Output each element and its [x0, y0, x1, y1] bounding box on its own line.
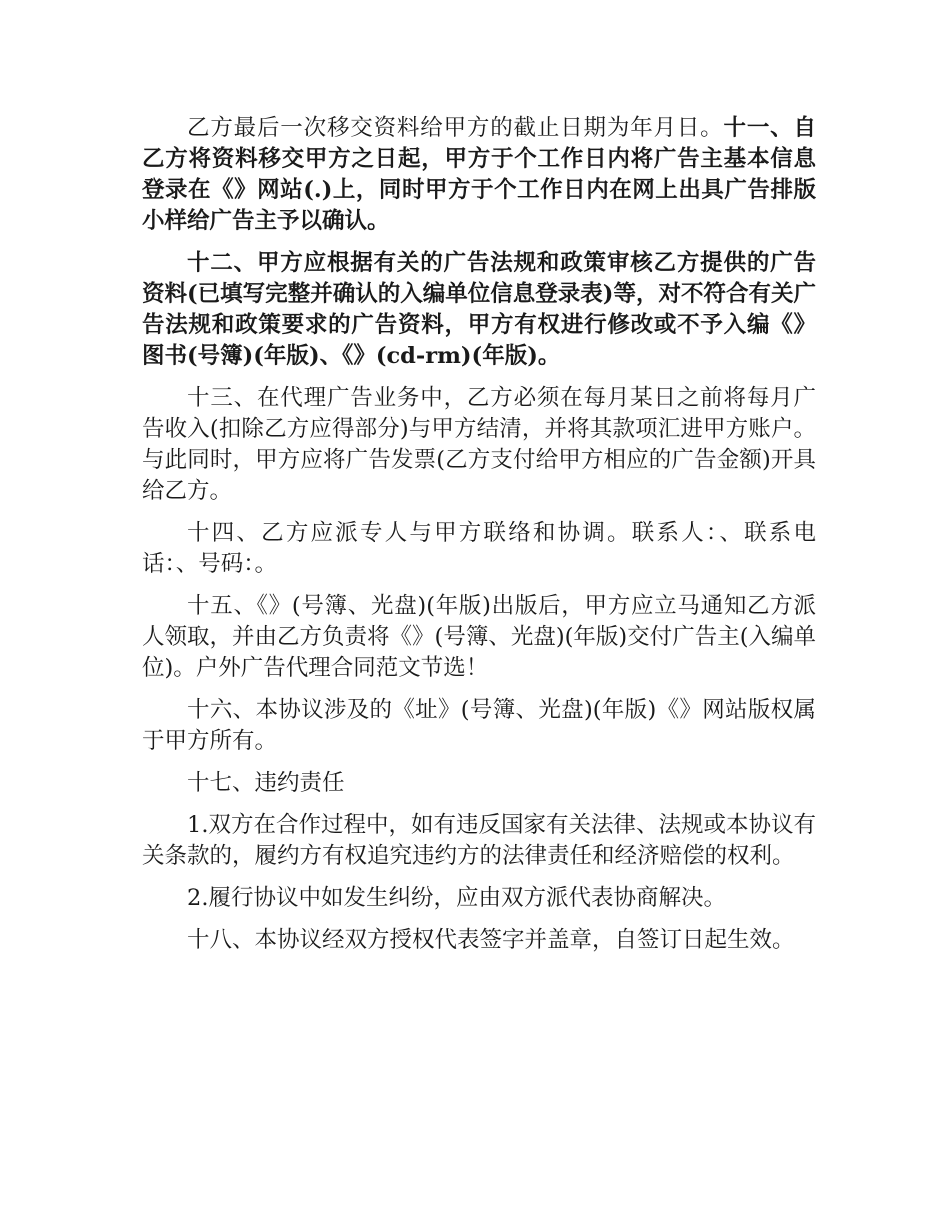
paragraph-18 [142, 925, 816, 956]
paragraph-17-heading [142, 768, 816, 799]
paragraph-text-bold: 十二、甲方应根据有关的广告法规和政策审核乙方提供的广告资料(已填写完整并确认的入编单位信息登录表)等，对不符合有关广告法规和政策要求的广告资料，甲方有权进行修改或不予入编《》图书(号簿)(年版)、《》(cd-rm)(年版)。 [142, 250, 816, 369]
document-page [142, 113, 816, 967]
paragraph-text-bold: 十一、自乙方将资料移交甲方之日起，甲方于个工作日内将广告主基本信息登录在《》网站(.)上，同时甲方于个工作日内在网上出具广告排版小样给广告主予以确认。 [142, 115, 816, 234]
paragraph-14 [142, 518, 816, 580]
paragraph-17-item-2 [142, 883, 816, 914]
paragraph-16 [142, 695, 816, 757]
paragraph-text: 十七、违约责任 [187, 770, 345, 796]
paragraph-text: 1.双方在合作过程中，如有违反国家有关法律、法规或本协议有关条款的，履约方有权追究违约方的法律责任和经济赔偿的权利。 [142, 812, 816, 869]
paragraph-11 [142, 113, 816, 237]
paragraph-text: 十四、乙方应派专人与甲方联络和协调。联系人：、联系电话：、号码：。 [142, 520, 816, 577]
paragraph-13 [142, 383, 816, 507]
paragraph-text: 2.履行协议中如发生纠纷，应由双方派代表协商解决。 [187, 885, 726, 911]
paragraph-text: 十三、在代理广告业务中，乙方必须在每月某日之前将每月广告收入(扣除乙方应得部分)与甲方结清，并将其款项汇进甲方账户。与此同时，甲方应将广告发票(乙方支付给甲方相应的广告金额)开具给乙方。 [142, 385, 816, 504]
paragraph-text: 乙方最后一次移交资料给甲方的截止日期为年月日。 [187, 115, 724, 141]
paragraph-15 [142, 591, 816, 684]
paragraph-17-item-1 [142, 810, 816, 872]
paragraph-text: 十六、本协议涉及的《址》(号簿、光盘)(年版)《》网站版权属于甲方所有。 [142, 697, 816, 754]
paragraph-text: 十八、本协议经双方授权代表签字并盖章，自签订日起生效。 [187, 927, 795, 953]
paragraph-12 [142, 248, 816, 372]
paragraph-text: 十五、《》(号簿、光盘)(年版)出版后，甲方应立马通知乙方派人领取，并由乙方负责将《》(号簿、光盘)(年版)交付广告主(入编单位)。户外广告代理合同范文节选！ [142, 593, 816, 681]
